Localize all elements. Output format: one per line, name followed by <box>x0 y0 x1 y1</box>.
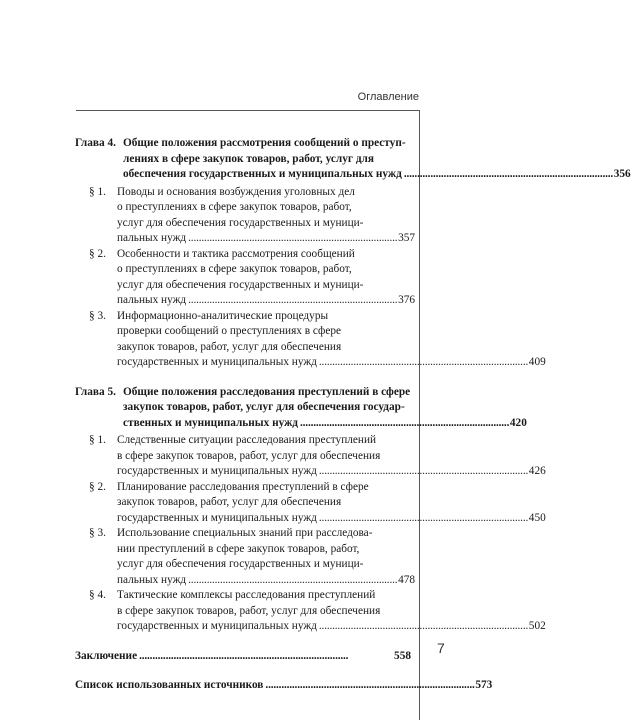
table-of-contents <box>75 136 631 694</box>
running-head: Оглавление <box>357 91 419 103</box>
leader-dots <box>319 511 527 527</box>
section-title-line: Следственные ситуации расследования преступлений <box>117 434 377 446</box>
section-title-line: государственных и муниципальных нужд <box>117 356 317 368</box>
section-title-line: пальных нужд <box>117 294 187 306</box>
section-title-line: Поводы и основания возбуждения уголовных дел <box>117 185 355 198</box>
section-title-line: пальных нужд <box>117 232 187 244</box>
section-title-line: закупок товаров, работ, услуг для обеспечения <box>117 496 342 508</box>
section-label: § 2. <box>89 247 106 260</box>
chapter-label: Глава 4. <box>75 137 116 149</box>
toc-section-5-4[interactable] <box>75 588 546 635</box>
leader-dots <box>188 573 396 589</box>
section-title-line: услуг для обеспечения государственных и муници- <box>117 278 364 291</box>
section-title-line: нии преступлений в сфере закупок товаров, работ, <box>117 542 360 555</box>
section-label: § 3. <box>89 527 106 539</box>
section-title-line: Использование специальных знаний при расследова- <box>117 527 373 539</box>
leader-dots <box>265 678 473 694</box>
page-ref: 426 <box>528 465 546 477</box>
page-ref: 409 <box>528 356 546 368</box>
page-ref: 558 <box>394 649 411 662</box>
section-title-line: о преступлениях в сфере закупок товаров, работ, <box>117 263 352 275</box>
page-ref: 356 <box>613 168 631 180</box>
leader-dots <box>188 231 396 247</box>
section-title-line: услуг для обеспечения государственных и муници- <box>117 216 364 229</box>
toc-section-4-1[interactable] <box>75 185 416 247</box>
leader-dots <box>319 355 527 371</box>
leader-dots <box>319 619 527 635</box>
conclusion-title: Заключение <box>75 649 138 662</box>
spacer <box>75 635 411 649</box>
chapter-title-line: ственных и муниципальных нужд <box>123 416 298 429</box>
toc-section-5-3[interactable] <box>75 526 416 588</box>
section-title-line: Планирование расследования преступлений в сфере <box>117 480 369 493</box>
chapter-title-line: закупок товаров, работ, услуг для обеспечения государ- <box>123 401 405 413</box>
section-title-line: Информационно-аналитические процедуры <box>117 309 329 322</box>
section-label: § 4. <box>89 589 106 601</box>
section-title-line: о преступлениях в сфере закупок товаров, работ, <box>117 201 352 213</box>
chapter-label: Глава 5. <box>75 385 116 398</box>
section-label: § 1. <box>89 185 106 198</box>
leader-dots <box>188 293 396 309</box>
page-ref: 450 <box>528 511 546 524</box>
spacer <box>75 371 411 385</box>
section-label: § 1. <box>89 434 106 446</box>
section-title-line: государственных и муниципальных нужд <box>117 511 317 524</box>
toc-section-4-3[interactable] <box>75 309 546 371</box>
section-title-line: проверки сообщений о преступлениях в сфере <box>117 325 342 337</box>
header-rule <box>76 110 420 111</box>
page-ref: 376 <box>398 294 416 306</box>
leader-dots <box>319 464 527 480</box>
chapter-title-line: Общие положения расследования преступлений в сфере <box>123 385 411 398</box>
section-title-line: закупок товаров, работ, услуг для обеспечения <box>117 340 342 353</box>
section-title-line: государственных и муниципальных нужд <box>117 620 317 632</box>
chapter-title-line: обеспечения государственных и муниципальных нужд <box>123 168 402 180</box>
section-title-line: государственных и муниципальных нужд <box>117 465 317 477</box>
section-label: § 2. <box>89 480 106 493</box>
leader-dots <box>404 167 612 183</box>
section-title-line: Особенности и тактика рассмотрения сообщений <box>117 247 355 260</box>
section-title-line: в сфере закупок товаров, работ, услуг для обеспечения <box>117 604 381 617</box>
page-number: 7 <box>437 640 445 656</box>
toc-section-4-2[interactable] <box>75 247 416 309</box>
section-label: § 3. <box>89 309 106 322</box>
section-title-line: Тактические комплексы расследования преступлений <box>117 589 376 601</box>
toc-section-5-2[interactable] <box>75 480 546 527</box>
sources-title: Список использованных источников <box>75 679 264 691</box>
leader-dots <box>300 416 508 432</box>
section-title-line: в сфере закупок товаров, работ, услуг для обеспечения <box>117 449 381 462</box>
toc-chapter-4[interactable] <box>75 136 631 183</box>
spacer <box>75 664 411 678</box>
page-ref: 357 <box>398 232 416 244</box>
page-ref: 502 <box>528 620 546 632</box>
chapter-title-line: Общие положения рассмотрения сообщений о преступ- <box>123 137 406 149</box>
toc-chapter-5[interactable] <box>75 385 527 432</box>
section-title-line: пальных нужд <box>117 573 187 586</box>
toc-conclusion[interactable] <box>75 649 411 665</box>
page-ref: 420 <box>509 416 527 429</box>
toc-section-5-1[interactable] <box>75 433 546 480</box>
leader-dots <box>139 649 392 665</box>
chapter-title-line: лениях в сфере закупок товаров, работ, услуг для <box>123 152 374 165</box>
page-ref: 573 <box>475 679 493 691</box>
section-title-line: услуг для обеспечения государственных и муници- <box>117 558 364 570</box>
page-ref: 478 <box>398 573 416 586</box>
toc-sources[interactable] <box>75 678 493 694</box>
